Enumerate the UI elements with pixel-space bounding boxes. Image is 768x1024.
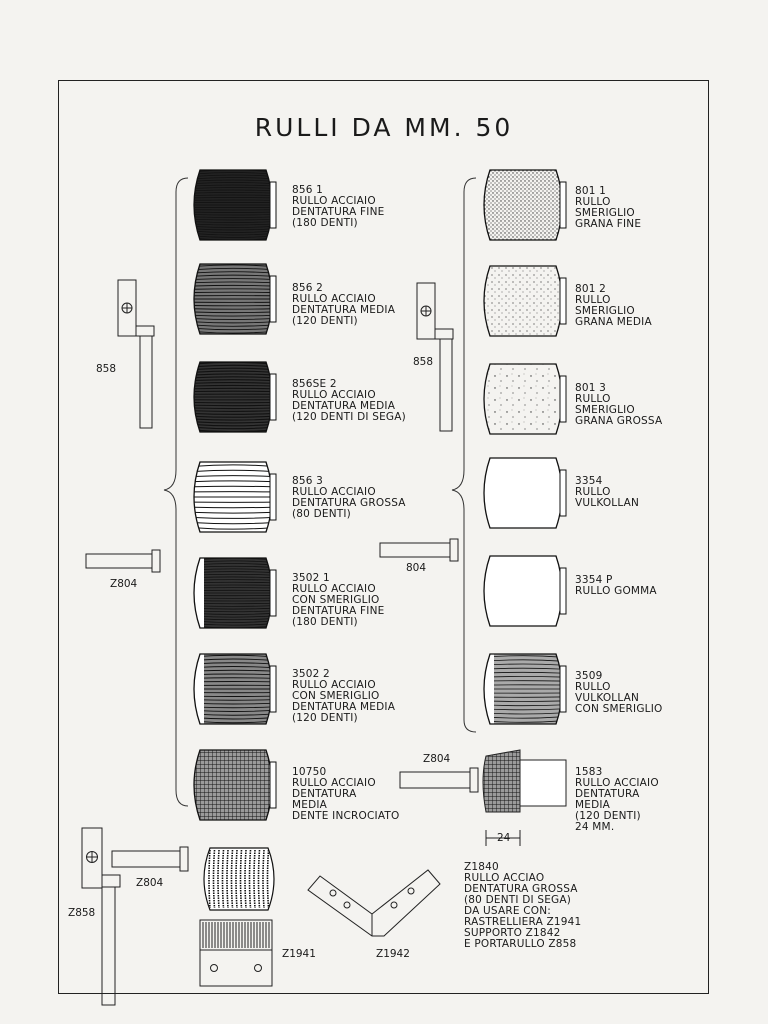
roller-6-left: [186, 652, 280, 727]
label-line: VULKOLLAN: [575, 692, 640, 704]
left-description-2: [292, 283, 395, 327]
left-description-1: [292, 185, 384, 229]
label-line: RULLO ACCIAIO: [292, 777, 376, 789]
pin-z804-bottom-drawing: [112, 847, 188, 871]
roller-6-right: [476, 652, 570, 727]
label-line: RULLO ACCIAIO: [292, 389, 376, 401]
roller-5-right: [484, 556, 566, 626]
label-line: RULLO GOMMA: [575, 585, 657, 597]
label-line: (120 DENTI): [575, 810, 641, 822]
left-description-6: [292, 669, 395, 724]
left-description-5: [292, 573, 384, 628]
label-line: RULLO ACCIAIO: [292, 195, 376, 207]
pin-z804-left-label: Z804: [110, 578, 138, 590]
label-line: DENTATURA FINE: [292, 605, 385, 617]
label-line: DENTATURA MEDIA: [292, 400, 396, 412]
roller-3-left: [186, 360, 280, 435]
label-line: RULLO: [575, 196, 611, 208]
label-line: CON SMERIGLIO: [292, 594, 380, 606]
support-z1942-label: Z1942: [376, 948, 410, 960]
holder-858-left-drawing: [118, 280, 154, 428]
label-line: 24 MM.: [575, 821, 615, 833]
left-description-7: [292, 767, 399, 822]
roller-4-left: [186, 460, 280, 535]
pin-z804-bottom-label: Z804: [136, 877, 164, 889]
label-line: RULLO: [575, 486, 611, 498]
label-line: RULLO: [575, 393, 611, 405]
label-line: RULLO ACCIAIO: [292, 583, 376, 595]
label-line: 3354: [575, 475, 603, 487]
right-roller-column: [476, 170, 570, 727]
label-line: (180 DENTI): [292, 616, 358, 628]
holder-z858-bottom-label: Z858: [68, 907, 96, 919]
label-line: 801 2: [575, 283, 607, 295]
right-description-3: [575, 383, 662, 427]
roller-4-right: [484, 458, 566, 528]
z1840-line: (80 DENTI DI SEGA): [464, 894, 572, 906]
left-roller-column: [186, 168, 280, 821]
holder-858-left-label: 858: [96, 363, 117, 375]
pin-z804-left-drawing: [86, 550, 160, 572]
dimension-24-label: 24: [497, 832, 511, 844]
label-line: DENTATURA: [292, 788, 357, 800]
label-line: GRANA GROSSA: [575, 415, 663, 427]
z1840-line: RASTRELLIERA Z1941: [464, 916, 582, 928]
label-line: RULLO ACCIAIO: [292, 486, 376, 498]
rack-z1941-drawing: [200, 920, 272, 986]
z1840-line: DENTATURA GROSSA: [464, 883, 578, 895]
left-description-3: [292, 379, 406, 423]
label-line: 3509: [575, 670, 603, 682]
roller-1-left: [186, 168, 280, 243]
label-line: GRANA MEDIA: [575, 316, 652, 328]
z1840-line: E PORTARULLO Z858: [464, 938, 577, 950]
label-line: 3354 P: [575, 574, 613, 586]
label-line: SMERIGLIO: [575, 404, 635, 416]
roller-7-left: [194, 750, 276, 820]
roller-2-left: [186, 262, 280, 337]
pin-z804-1583-label: Z804: [423, 753, 451, 765]
label-line: (180 DENTI): [292, 217, 358, 229]
label-line: VULKOLLAN: [575, 497, 640, 509]
roller-3-right: [484, 364, 566, 434]
right-description-1: [575, 186, 641, 230]
label-line: 856 3: [292, 475, 324, 487]
label-line: RULLO: [575, 681, 611, 693]
right-description-6: [575, 671, 663, 715]
label-line: 856 1: [292, 184, 324, 196]
label-line: 3502 1: [292, 572, 330, 584]
z1840-line: SUPPORTO Z1842: [464, 927, 561, 939]
label-line: SMERIGLIO: [575, 207, 635, 219]
z1840-line: Z1840: [464, 861, 499, 873]
label-line: DENTATURA FINE: [292, 206, 385, 218]
roller-1-right: [484, 170, 566, 240]
page-title: RULLI DA MM. 50: [254, 113, 514, 142]
z1840-line: DA USARE CON:: [464, 905, 552, 917]
roller-1583-drawing: [483, 750, 566, 846]
holder-858-right-label: 858: [413, 356, 434, 368]
left-description-4: [292, 476, 406, 520]
label-line: (120 DENTI): [292, 712, 358, 724]
label-line: 10750: [292, 766, 327, 778]
label-line: DENTE INCROCIATO: [292, 810, 400, 822]
label-line: GRANA FINE: [575, 218, 642, 230]
label-line: CON SMERIGLIO: [575, 703, 663, 715]
right-description-2: [575, 284, 652, 328]
right-description-4: [575, 476, 639, 509]
z1840-line: RULLO ACCIAO: [464, 872, 545, 884]
label-line: DENTATURA MEDIA: [292, 304, 396, 316]
pin-804-right-label: 804: [406, 562, 427, 574]
roller-2-right: [484, 266, 566, 336]
label-line: (120 DENTI DI SEGA): [292, 411, 406, 423]
label-line: 1583: [575, 766, 603, 778]
label-line: RULLO ACCIAIO: [292, 293, 376, 305]
label-line: (80 DENTI): [292, 508, 351, 520]
pin-804-right-drawing: [380, 539, 458, 561]
label-line: MEDIA: [292, 799, 328, 811]
roller-5-left: [186, 556, 280, 631]
label-line: CON SMERIGLIO: [292, 690, 380, 702]
roller-z1840-drawing: [204, 848, 274, 910]
right-description-7: [575, 767, 659, 833]
right-brace: [452, 178, 476, 732]
label-line: 801 3: [575, 382, 607, 394]
label-line: MEDIA: [575, 799, 611, 811]
z1840-description: [464, 862, 581, 950]
label-line: 856 2: [292, 282, 324, 294]
label-line: 856SE 2: [292, 378, 337, 390]
label-line: (120 DENTI): [292, 315, 358, 327]
label-line: DENTATURA MEDIA: [292, 701, 396, 713]
label-line: DENTATURA GROSSA: [292, 497, 406, 509]
rack-z1941-label: Z1941: [282, 948, 316, 960]
pin-z804-1583-drawing: [400, 768, 478, 792]
label-line: RULLO ACCIAIO: [292, 679, 376, 691]
label-line: RULLO: [575, 294, 611, 306]
right-description-5: [575, 575, 657, 597]
label-line: 3502 2: [292, 668, 330, 680]
left-brace: [164, 178, 188, 806]
label-line: 801 1: [575, 185, 607, 197]
label-line: DENTATURA: [575, 788, 640, 800]
label-line: RULLO ACCIAIO: [575, 777, 659, 789]
support-z1942-drawing: [308, 870, 440, 936]
label-line: SMERIGLIO: [575, 305, 635, 317]
